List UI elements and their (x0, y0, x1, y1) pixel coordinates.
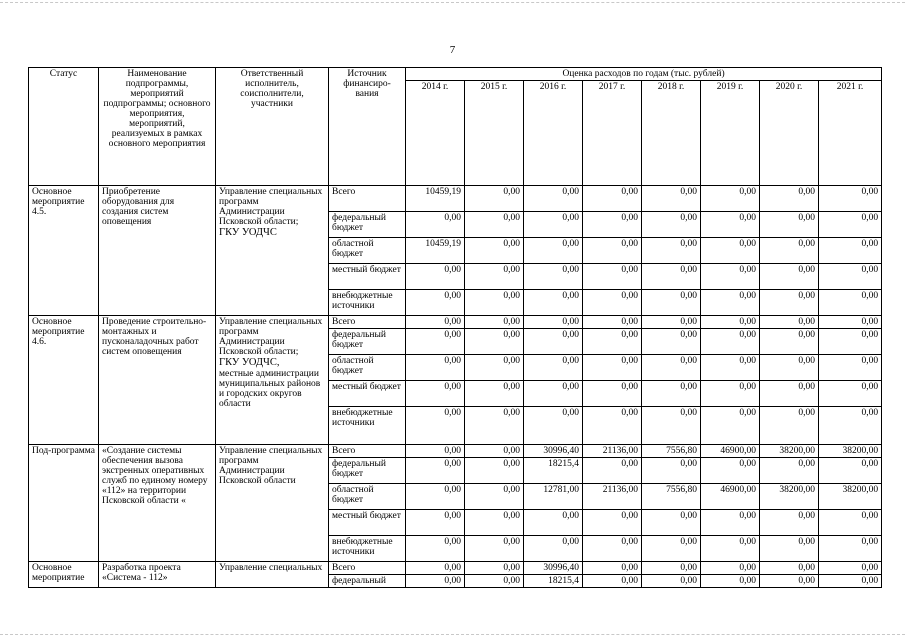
value-cell: 0,00 (465, 407, 524, 445)
source-cell: областной бюджет (329, 355, 406, 381)
value-cell: 0,00 (701, 536, 760, 562)
value-cell: 0,00 (465, 264, 524, 290)
page-number: 7 (449, 44, 456, 56)
value-cell: 0,00 (465, 510, 524, 536)
source-cell: внебюджетные источники (329, 407, 406, 445)
header-year: 2017 г. (583, 81, 642, 186)
value-cell: 0,00 (701, 381, 760, 407)
source-cell: местный бюджет (329, 510, 406, 536)
value-cell: 0,00 (819, 458, 882, 484)
value-cell: 0,00 (465, 484, 524, 510)
value-cell: 0,00 (465, 458, 524, 484)
value-cell: 0,00 (642, 575, 701, 588)
value-cell: 0,00 (406, 575, 465, 588)
value-cell: 0,00 (583, 186, 642, 212)
value-cell: 0,00 (819, 316, 882, 329)
value-cell: 0,00 (701, 212, 760, 238)
value-cell: 0,00 (406, 458, 465, 484)
source-cell: областной бюджет (329, 238, 406, 264)
value-cell: 0,00 (465, 290, 524, 316)
value-cell: 12781,00 (524, 484, 583, 510)
value-cell: 18215,4 (524, 575, 583, 588)
value-cell: 0,00 (583, 407, 642, 445)
value-cell: 0,00 (760, 355, 819, 381)
value-cell: 46900,00 (701, 484, 760, 510)
source-cell: Всего (329, 186, 406, 212)
value-cell: 0,00 (642, 264, 701, 290)
value-cell: 0,00 (465, 316, 524, 329)
value-cell: 0,00 (642, 407, 701, 445)
value-cell: 0,00 (819, 407, 882, 445)
value-cell: 0,00 (583, 536, 642, 562)
responsible-cell (216, 186, 329, 316)
header-year: 2018 г. (642, 81, 701, 186)
value-cell: 0,00 (583, 290, 642, 316)
value-cell: 0,00 (701, 329, 760, 355)
value-cell: 0,00 (760, 458, 819, 484)
table-row (29, 562, 882, 575)
table-row (29, 186, 882, 212)
responsible-text: Управление специальных программ Администрации Псковской области (219, 446, 323, 486)
status-cell: Основное мероприятие 4.5. (29, 186, 99, 316)
value-cell: 0,00 (642, 536, 701, 562)
status-cell: Основное мероприятие 4.6. (29, 316, 99, 445)
value-cell: 0,00 (406, 290, 465, 316)
status-cell: Под-программа (29, 445, 99, 562)
value-cell: 0,00 (524, 264, 583, 290)
value-cell: 0,00 (583, 264, 642, 290)
value-cell: 0,00 (406, 355, 465, 381)
value-cell: 0,00 (701, 238, 760, 264)
source-cell: Всего (329, 445, 406, 458)
value-cell: 0,00 (701, 316, 760, 329)
value-cell: 0,00 (819, 562, 882, 575)
value-cell: 0,00 (406, 264, 465, 290)
name-cell: Разработка проекта «Система - 112» (99, 562, 216, 588)
value-cell: 0,00 (583, 575, 642, 588)
source-cell: внебюджетные источники (329, 536, 406, 562)
value-cell: 0,00 (760, 329, 819, 355)
value-cell: 0,00 (583, 316, 642, 329)
value-cell: 0,00 (465, 186, 524, 212)
value-cell: 0,00 (760, 536, 819, 562)
responsible-cell (216, 445, 329, 562)
value-cell: 0,00 (760, 238, 819, 264)
value-cell: 0,00 (760, 381, 819, 407)
responsible-text: ГКУ УОДЧС, (219, 357, 280, 368)
value-cell: 0,00 (583, 381, 642, 407)
value-cell: 0,00 (701, 458, 760, 484)
value-cell: 0,00 (642, 355, 701, 381)
header-source: Источник финансиро-вания (329, 68, 406, 186)
value-cell: 46900,00 (701, 445, 760, 458)
value-cell: 0,00 (524, 536, 583, 562)
value-cell: 0,00 (465, 381, 524, 407)
header-responsible: Ответственный исполнитель, соисполнители, участники (216, 68, 329, 186)
value-cell: 0,00 (760, 510, 819, 536)
header-row (29, 68, 882, 81)
value-cell: 7556,80 (642, 445, 701, 458)
value-cell: 0,00 (642, 458, 701, 484)
value-cell: 0,00 (406, 562, 465, 575)
status-cell: Основное мероприятие (29, 562, 99, 588)
value-cell: 0,00 (760, 316, 819, 329)
value-cell: 0,00 (406, 381, 465, 407)
source-cell: федеральный бюджет (329, 458, 406, 484)
header-estimate: Оценка расходов по годам (тыс. рублей) (406, 68, 882, 81)
value-cell: 0,00 (760, 407, 819, 445)
value-cell: 0,00 (524, 355, 583, 381)
header-year: 2021 г. (819, 81, 882, 186)
scan-edge-bottom (0, 634, 905, 635)
value-cell: 0,00 (819, 238, 882, 264)
responsible-text: Управление специальных (219, 563, 323, 573)
value-cell: 0,00 (524, 510, 583, 536)
value-cell: 0,00 (760, 264, 819, 290)
budget-table (28, 67, 882, 588)
header-year: 2019 г. (701, 81, 760, 186)
scan-edge-top (0, 2, 905, 3)
value-cell: 0,00 (583, 238, 642, 264)
table-row (29, 316, 882, 329)
value-cell: 0,00 (701, 186, 760, 212)
source-cell: федеральный (329, 575, 406, 588)
value-cell: 0,00 (583, 510, 642, 536)
value-cell: 0,00 (406, 484, 465, 510)
value-cell: 0,00 (406, 445, 465, 458)
value-cell: 0,00 (406, 316, 465, 329)
value-cell: 0,00 (760, 186, 819, 212)
value-cell: 0,00 (642, 510, 701, 536)
value-cell: 0,00 (819, 212, 882, 238)
value-cell: 0,00 (465, 329, 524, 355)
value-cell: 0,00 (583, 329, 642, 355)
value-cell: 30996,40 (524, 445, 583, 458)
value-cell: 0,00 (465, 445, 524, 458)
value-cell: 0,00 (642, 381, 701, 407)
value-cell: 0,00 (465, 575, 524, 588)
value-cell: 30996,40 (524, 562, 583, 575)
source-cell: Всего (329, 562, 406, 575)
value-cell: 0,00 (583, 212, 642, 238)
value-cell: 0,00 (819, 536, 882, 562)
value-cell: 0,00 (524, 212, 583, 238)
value-cell: 38200,00 (819, 484, 882, 510)
value-cell: 0,00 (465, 355, 524, 381)
value-cell: 0,00 (701, 264, 760, 290)
source-cell: местный бюджет (329, 264, 406, 290)
responsible-text: местные администрации муниципальных районов и городских округов области (219, 369, 321, 409)
value-cell: 0,00 (406, 329, 465, 355)
value-cell: 0,00 (760, 575, 819, 588)
value-cell: 0,00 (406, 212, 465, 238)
responsible-cell (216, 316, 329, 445)
value-cell: 0,00 (701, 355, 760, 381)
value-cell: 0,00 (701, 407, 760, 445)
source-cell: областной бюджет (329, 484, 406, 510)
value-cell: 0,00 (524, 316, 583, 329)
value-cell: 0,00 (465, 212, 524, 238)
value-cell: 0,00 (524, 186, 583, 212)
value-cell: 21136,00 (583, 484, 642, 510)
source-cell: внебюджетные источники (329, 290, 406, 316)
value-cell: 0,00 (583, 562, 642, 575)
name-cell: Проведение строительно-монтажных и пусконаладочных работ систем оповещения (99, 316, 216, 445)
value-cell: 0,00 (642, 186, 701, 212)
name-cell: «Создание системы обеспечения вызова экстренных оперативных служб по единому номеру «112» на территории Псковской области « (99, 445, 216, 562)
value-cell: 0,00 (642, 562, 701, 575)
source-cell: Всего (329, 316, 406, 329)
value-cell: 0,00 (819, 264, 882, 290)
value-cell: 38200,00 (760, 445, 819, 458)
value-cell: 18215,4 (524, 458, 583, 484)
value-cell: 0,00 (465, 562, 524, 575)
value-cell: 0,00 (465, 536, 524, 562)
header-year: 2020 г. (760, 81, 819, 186)
header-year: 2015 г. (465, 81, 524, 186)
value-cell: 0,00 (760, 562, 819, 575)
source-cell: федеральный бюджет (329, 212, 406, 238)
source-cell: местный бюджет (329, 381, 406, 407)
value-cell: 0,00 (819, 186, 882, 212)
value-cell: 0,00 (406, 510, 465, 536)
value-cell: 10459,19 (406, 186, 465, 212)
value-cell: 0,00 (406, 536, 465, 562)
value-cell: 0,00 (642, 238, 701, 264)
value-cell: 21136,00 (583, 445, 642, 458)
responsible-cell (216, 562, 329, 588)
value-cell: 0,00 (524, 329, 583, 355)
value-cell: 0,00 (701, 510, 760, 536)
responsible-text: Управление специальных программ Администрации Псковской области; (219, 187, 323, 227)
header-year: 2014 г. (406, 81, 465, 186)
value-cell: 0,00 (524, 290, 583, 316)
value-cell: 10459,19 (406, 238, 465, 264)
value-cell: 0,00 (819, 575, 882, 588)
name-cell: Приобретение оборудования для создания систем оповещения (99, 186, 216, 316)
value-cell: 0,00 (406, 407, 465, 445)
value-cell: 0,00 (819, 290, 882, 316)
value-cell: 0,00 (701, 562, 760, 575)
value-cell: 0,00 (642, 316, 701, 329)
header-year: 2016 г. (524, 81, 583, 186)
header-status: Статус (29, 68, 99, 186)
table-row (29, 445, 882, 458)
value-cell: 0,00 (819, 510, 882, 536)
value-cell: 0,00 (465, 238, 524, 264)
value-cell: 0,00 (760, 290, 819, 316)
value-cell: 38200,00 (760, 484, 819, 510)
value-cell: 0,00 (701, 290, 760, 316)
value-cell: 0,00 (819, 329, 882, 355)
value-cell: 0,00 (701, 575, 760, 588)
value-cell: 0,00 (760, 212, 819, 238)
value-cell: 0,00 (819, 355, 882, 381)
source-cell: федеральный бюджет (329, 329, 406, 355)
value-cell: 0,00 (819, 381, 882, 407)
value-cell: 0,00 (642, 329, 701, 355)
value-cell: 7556,80 (642, 484, 701, 510)
value-cell: 0,00 (642, 290, 701, 316)
value-cell: 0,00 (524, 381, 583, 407)
value-cell: 38200,00 (819, 445, 882, 458)
value-cell: 0,00 (583, 355, 642, 381)
responsible-text: ГКУ УОДЧС (219, 227, 277, 238)
value-cell: 0,00 (642, 212, 701, 238)
responsible-text: Управление специальных программ Администрации Псковской области; (219, 317, 323, 357)
value-cell: 0,00 (524, 238, 583, 264)
header-name: Наименование подпрограммы, мероприятий подпрограммы; основного мероприятия, мероприятий, реализуемых в рамках основного мероприятия (99, 68, 216, 186)
value-cell: 0,00 (524, 407, 583, 445)
value-cell: 0,00 (583, 458, 642, 484)
